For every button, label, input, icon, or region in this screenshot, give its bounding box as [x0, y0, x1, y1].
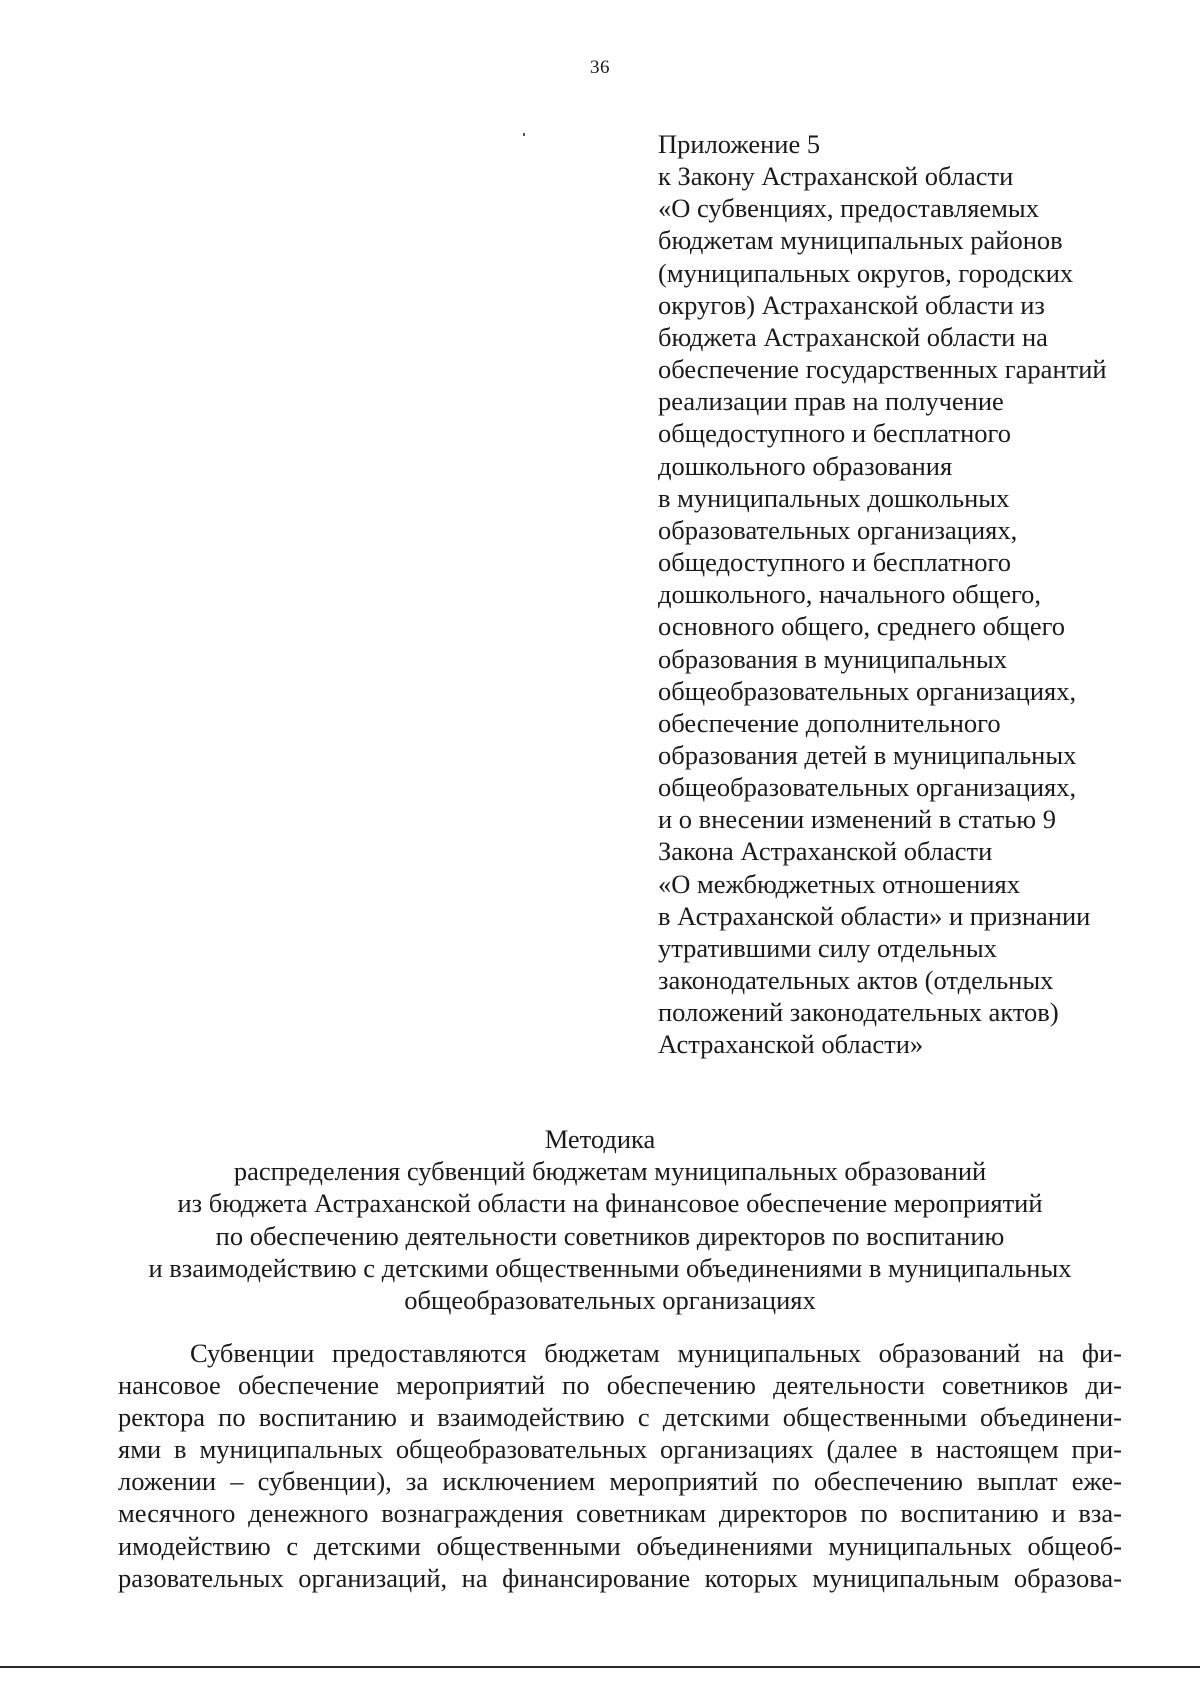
appendix-line: общедоступного и бесплатного — [658, 547, 1011, 578]
appendix-line: обеспечение дополнительного — [658, 707, 1001, 738]
appendix-line: в Астраханской области» и признании — [658, 900, 1091, 931]
appendix-line: к Закону Астраханской области — [658, 161, 1014, 192]
appendix-line: Закона Астраханской области — [658, 836, 993, 867]
appendix-line: округов) Астраханской области из — [658, 289, 1045, 320]
appendix-line: законодательных актов (отдельных — [658, 965, 1054, 996]
methodology-subtitle-line: распределения субвенций бюджетам муниципальных образований — [233, 1156, 987, 1186]
body-line: нансовое обеспечение мероприятий по обеспечению деятельности советников ди- — [118, 1370, 1122, 1401]
body-line: Субвенции предоставляются бюджетам муниципальных образований на фи- — [190, 1338, 1122, 1368]
appendix-title: Приложение 5 — [658, 129, 821, 159]
appendix-line: общеобразовательных организациях, — [658, 675, 1077, 706]
body-line: имодействию с детскими общественными объединениями муниципальных общеоб- — [118, 1530, 1122, 1561]
methodology-subtitle-line: из бюджета Астраханской области на финансовое обеспечение мероприятий — [177, 1188, 1043, 1219]
body-line: ями в муниципальных общеобразовательных организациях (далее в настоящем при- — [118, 1434, 1122, 1465]
appendix-line: положений законодательных актов) — [658, 997, 1059, 1028]
appendix-header-block — [658, 128, 1178, 1061]
appendix-line: дошкольного, начального общего, — [658, 579, 1042, 610]
appendix-line: утратившими силу отдельных — [658, 932, 997, 963]
appendix-line: Астраханской области» — [658, 1029, 924, 1060]
methodology-title-text: Методика — [544, 1124, 656, 1154]
appendix-line: образовательных организациях, — [658, 514, 1018, 545]
appendix-line: основного общего, среднего общего — [658, 611, 1066, 642]
appendix-line: общедоступного и бесплатного — [658, 418, 1011, 449]
appendix-line: бюджета Астраханской области на — [658, 321, 1048, 352]
methodology-subtitle-line: общеобразовательных организациях — [404, 1285, 816, 1316]
scan-speck — [523, 133, 525, 136]
methodology-subtitle-line: по обеспечению деятельности советников директоров по воспитанию — [215, 1220, 1005, 1251]
appendix-line: дошкольного образования — [658, 450, 953, 481]
appendix-line: реализации прав на получение — [658, 386, 1004, 417]
body-line: ложении – субвенции), за исключением мероприятий по обеспечению выплат еже- — [118, 1466, 1122, 1497]
appendix-line: (муниципальных округов, городских — [658, 257, 1074, 288]
appendix-line: образования в муниципальных — [658, 643, 1008, 674]
methodology-subtitle-line: и взаимодействию с детскими общественными объединениями в муниципальных — [148, 1252, 1072, 1283]
appendix-line: обеспечение государственных гарантий — [658, 354, 1107, 385]
body-line: ректора по воспитанию и взаимодействию с детскими общественными объединени- — [118, 1402, 1122, 1433]
appendix-line: бюджетам муниципальных районов — [658, 225, 1063, 256]
appendix-line: в муниципальных дошкольных — [658, 482, 1010, 513]
methodology-title — [0, 1123, 1200, 1155]
page-number: 36 — [590, 57, 610, 78]
appendix-line: «О субвенциях, предоставляемых — [658, 193, 1039, 224]
appendix-line: «О межбюджетных отношениях — [658, 868, 1020, 899]
methodology-subtitle — [110, 1155, 1110, 1316]
appendix-line: образования детей в муниципальных — [658, 739, 1077, 770]
body-line: месячного денежного вознаграждения советникам директоров по воспитанию и вза- — [118, 1498, 1122, 1529]
appendix-line: и о внесении изменений в статью 9 — [658, 804, 1056, 835]
body-line: разовательных организаций, на финансирование которых муниципальным образова- — [118, 1562, 1122, 1593]
page-bottom-rule — [0, 1666, 1200, 1668]
appendix-line: общеобразовательных организациях, — [658, 772, 1077, 803]
body-paragraph — [118, 1337, 1122, 1594]
